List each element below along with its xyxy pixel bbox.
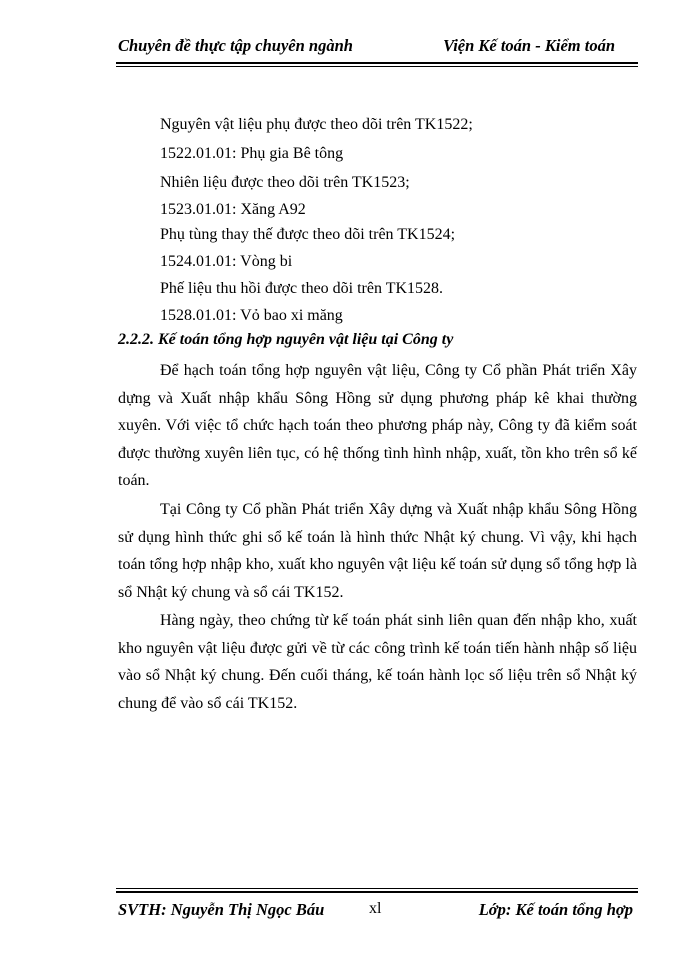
list-line: 1524.01.01: Vòng bi <box>160 253 293 270</box>
header-right-title: Viện Kế toán - Kiểm toán <box>443 36 615 55</box>
page-number: xl <box>369 900 382 917</box>
section-heading: 2.2.2. Kế toán tổng hợp nguyên vật liệu tại Công ty <box>118 331 454 348</box>
list-line: Phụ tùng thay thế được theo dõi trên TK1524; <box>160 226 456 243</box>
list-line: Nguyên vật liệu phụ được theo dõi trên TK1522; <box>160 116 473 133</box>
paragraph: Hàng ngày, theo chứng từ kế toán phát sinh liên quan đến nhập kho, xuất kho nguyên vật liệu được gửi về từ các công trình kế toán tiến hành nhập số liệu vào sổ Nhật ký chung. Đến cuối tháng, kế toán hành lọc số liệu trên sổ Nhật ký chung để vào sổ cái TK152. <box>118 612 637 712</box>
page-header <box>118 36 615 56</box>
list-line: Nhiên liệu được theo dõi trên TK1523; <box>160 174 410 191</box>
footer-class: Lớp: Kế toán tổng hợp <box>478 900 633 919</box>
header-rule <box>116 62 638 67</box>
list-line: 1523.01.01: Xăng A92 <box>160 201 306 218</box>
footer-student: SVTH: Nguyễn Thị Ngọc Báu <box>118 900 325 919</box>
list-line: 1528.01.01: Vỏ bao xi măng <box>160 307 343 324</box>
footer-rule <box>116 888 638 893</box>
list-line: Phế liệu thu hồi được theo dõi trên TK1528. <box>160 280 444 297</box>
paragraph: Để hạch toán tổng hợp nguyên vật liệu, Công ty Cổ phần Phát triển Xây dựng và Xuất nhập khẩu Sông Hồng sử dụng phương pháp kê khai thường xuyên. Với việc tổ chức hạch toán theo phương pháp này, Công ty đã kiểm soát được thường xuyên liên tục, có hệ thống tình hình nhập, xuất, tồn kho trên sổ kế toán. <box>118 362 637 489</box>
header-left-title: Chuyên đề thực tập chuyên ngành <box>118 36 353 55</box>
paragraph: Tại Công ty Cổ phần Phát triển Xây dựng và Xuất nhập khẩu Sông Hồng sử dụng hình thức ghi sổ kế toán là hình thức Nhật ký chung. Vì vậy, khi hạch toán tổng hợp nhập kho, xuất kho nguyên vật liệu kế toán sử dụng sổ tổng hợp là sổ Nhật ký chung và sổ cái TK152. <box>118 501 637 601</box>
list-line: 1522.01.01: Phụ gia Bê tông <box>160 145 344 162</box>
